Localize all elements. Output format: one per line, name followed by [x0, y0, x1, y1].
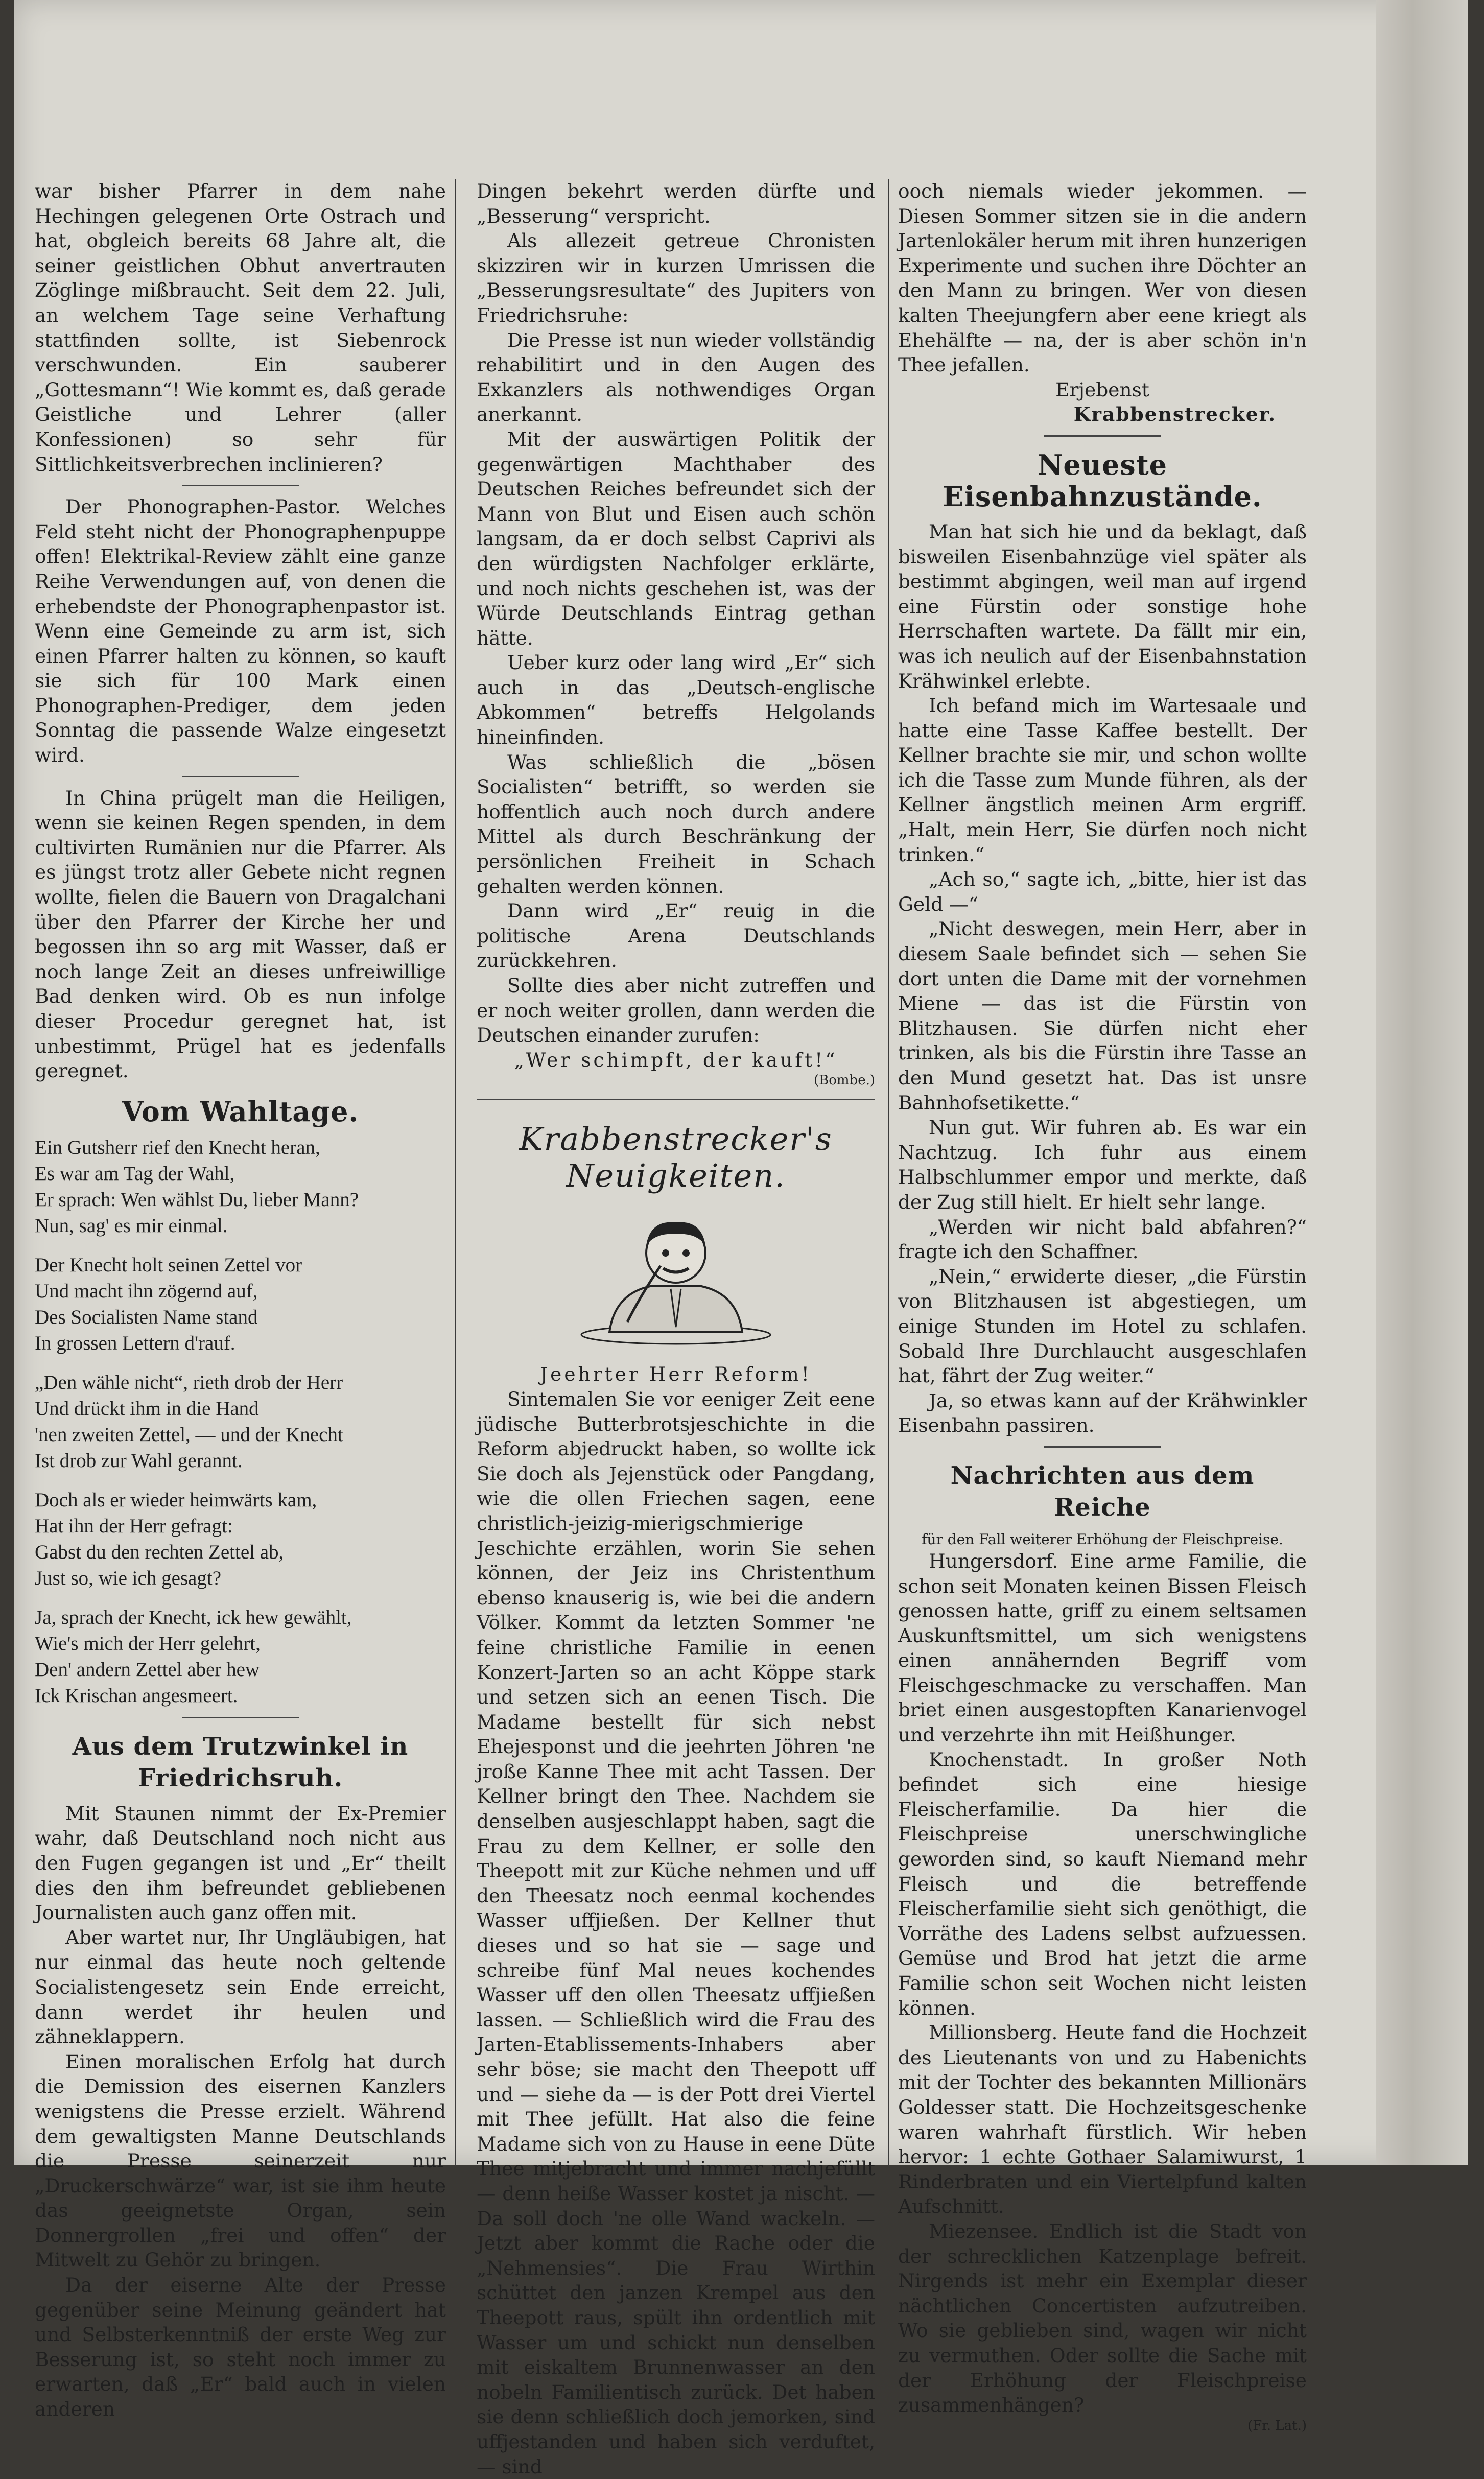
article-text: „Nein,“ erwiderte dieser, „die Fürstin von Blitzhausen ist abgestiegen, um einige Stunden im Hotel zu schlafen. Sobald Ihre Durchlaucht ausgeschlafen hat, fährt der Zug weiter.“ [898, 1265, 1307, 1387]
poem-line: Und macht ihn zögernd auf, [35, 1280, 258, 1302]
article-text: Als allezeit getreue Chronisten skizziren wir in kurzen Umrissen die „Besserungsresultate“ des Jupiters von Friedrichsruhe: [477, 229, 875, 326]
article-text: Mit der auswärtigen Politik der gegenwärtigen Machthaber des Deutschen Reiches befreundet sich der Mann von Blut und Eisen auch schön langsam, da er doch selbst Caprivi als den würdigsten Nachfolger erklärte, und noch nichts geschehen ist, was der Würde Deutschlands Eintrag gethan hätte. [477, 428, 875, 649]
poem-line: Ist drob zur Wahl gerannt. [35, 1449, 243, 1472]
closing: Erjebenst [1055, 378, 1149, 401]
poem-line: Gabst du den rechten Zettel ab, [35, 1541, 284, 1563]
column-3 [898, 179, 1307, 2434]
column-divider [455, 179, 456, 2166]
article-text: Ich befand mich im Wartesaale und hatte eine Tasse Kaffee bestellt. Der Kellner brachte sie mir, und schon wollte ich die Tasse zum Munde führen, als der Kellner ängstlich meinen Arm ergriff. „Halt, mein Herr, Sie dürfen noch nicht trinken.“ [898, 694, 1307, 866]
article-text: Sintemalen Sie vor eeniger Zeit eene jüdische Butterbrotsjeschichte in die Reform abjedruckt haben, so wollte ick Sie doch als Jejenstück oder Pangdang, wie die ollen Friechen sagen, eene christlich-jeizig-mierigschmierige Jeschichte erzählen, worin Sie sehen können, der Jeiz ins Christenthum ebenso knauserig is, wie bei die andern Völker. Kommt da letzten Sommer 'ne feine christliche Familie in eenen Konzert-Jarten so an acht Köppe stark und setzen sich an eenen Tisch. Die Madame bestellt für sich nebst Ehejesponst und die jeehrten Jöhren 'ne jroße Kanne Thee mit acht Tassen. Der Kellner bringt den Thee. Nachdem sie denselben ausjeschlappt haben, sagt die Frau zu dem Kellner, er solle den Theepott mit zur Küche nehmen und uff den Theesatz noch eenmal kochendes Wasser uffjießen. Der Kellner thut dieses und so hat sie — sage und schreibe fünf Mal neues kochendes Wasser uff den ollen Theesatz uffjießen lassen. — Schließlich wird die Frau des Jarten-Etablissements-Inhabers aber sehr böse; sie macht den Theepott uff und — siehe da — is der Pott drei Viertel mit Thee jefüllt. Hat also die feine Madame sich von zu Hause in eene Düte Thee mitjebracht und immer nachjefüllt — denn heiße Wasser kostet ja nischt. — Da soll doch 'ne olle Wand wackeln. — Jetzt aber kommt die Rache oder die „Nehmensies“. Die Frau Wirthin schüttet den janzen Krempel aus den Theepott raus, spült ihn ordentlich mit Wasser um und schickt nun denselben mit eiskaltem Brunnenwasser an den nobeln Familientisch zurück. Det haben sie denn schließlich doch jemorken, sind uffjestanden und haben sich verduftet, — sind [477, 1387, 875, 2478]
column-1 [35, 179, 446, 2422]
article-text: Hungersdorf. Eine arme Familie, die schon seit Monaten keinen Bissen Fleisch genossen hatte, griff zu einem seltsamen Auskunftsmittel, um sich wenigstens einen annähernden Begriff vom Fleischgeschmacke zu verschaffen. Man briet einen ausgestopften Kanarienvogel und verzehrte ihn mit Heißhunger. [898, 1549, 1307, 1746]
heading-eisenbahn: Neueste Eisenbahnzustände. [943, 448, 1262, 513]
poem-line: Der Knecht holt seinen Zettel vor [35, 1254, 302, 1276]
article-text: Da der eiserne Alte der Presse gegenüber seine Meinung geändert hat und Selbsterkenntniß der erste Weg zur Besserung ist, so steht noch immer zu erwarten, daß „Er“ bald auch in vielen anderen [35, 2274, 446, 2421]
poem-line: Des Socialisten Name stand [35, 1306, 258, 1328]
separator [1044, 435, 1161, 437]
salutation: Jeehrter Herr Reform! [540, 1363, 812, 1386]
poem-line: Und drückt ihm in die Hand [35, 1397, 259, 1420]
article-text: Mit Staunen nimmt der Ex-Premier wahr, daß Deutschland noch nicht aus den Fugen gegangen ist und „Er“ theilt dies den ihm befreundet gebliebenen Journalisten auch ganz offen mit. [35, 1802, 446, 1924]
article-text: Was schließlich die „bösen Socialisten“ betrifft, so werden sie hoffentlich auch noch durch andere Mittel als durch Beschränkung der persönlichen Freiheit in Schach gehalten werden können. [477, 750, 875, 898]
newspaper-page [14, 0, 1468, 2478]
poem-line: Doch als er wieder heimwärts kam, [35, 1489, 317, 1511]
poem-line: Ein Gutsherr rief den Knecht heran, [35, 1136, 320, 1159]
poem-line: Nun, sag' es mir einmal. [35, 1214, 228, 1237]
separator [1044, 1446, 1161, 1448]
separator [182, 1717, 299, 1718]
heading-wahltag: Vom Wahltage. [122, 1095, 359, 1128]
poem-line: Just so, wie ich gesagt? [35, 1567, 222, 1589]
poem-line: Ja, sprach der Knecht, ick hew gewählt, [35, 1606, 352, 1628]
article-text: ooch niemals wieder jekommen. — Diesen Sommer sitzen sie in die andern Jartenlokäler herum mit ihren hunzerigen Experimente und suchen ihre Döchter an den Mann zu bringen. Wer von diesen kalten Theejungfern aber eene kriegt als Ehehälfte — na, der is aber schön in'n Thee jefallen. [898, 180, 1307, 376]
article-text: Dann wird „Er“ reuig in die politische Arena Deutschlands zurückkehren. [477, 900, 875, 972]
column-2 [477, 179, 875, 2479]
article-text: Aber wartet nur, Ihr Ungläubigen, hat nur einmal das heute noch geltende Socialistengesetz sein Ende erreicht, dann werdet ihr heulen und zähneklappern. [35, 1926, 446, 2048]
subheading-reiche: für den Fall weiterer Erhöhung der Fleischpreise. [922, 1530, 1283, 1548]
article-text: In China prügelt man die Heiligen, wenn sie keinen Regen spenden, in dem cultivirten Rumänien nur die Pfarrer. Als es jüngst trotz aller Gebete nicht regnen wollte, fielen die Bauern von Dragalchani über den Pfarrer der Kirche her und begossen ihn so arg mit Wasser, daß er noch lange Zeit an dieses unfreiwillige Bad denken wird. Ob es nun infolge dieser Procedur geregnet hat, ist unbestimmt, Prügel hat es jedenfalls geregnet. [35, 786, 446, 1082]
poem-line: „Den wähle nicht“, rieth drob der Herr [35, 1371, 343, 1394]
poem-line: Den' andern Zettel aber hew [35, 1658, 260, 1681]
article-text: Die Presse ist nun wieder vollständig rehabilitirt und in den Augen des Exkanzlers als nothwendiges Organ anerkannt. [477, 328, 875, 426]
portrait-vignette-icon [579, 1205, 773, 1353]
article-text: Dingen bekehrt werden dürfte und „Besserung“ verspricht. [477, 180, 875, 227]
article-text: Man hat sich hie und da beklagt, daß bisweilen Eisenbahnzüge viel später als bestimmt abgingen, weil man auf irgend eine Fürstin oder sonstige hohe Herrschaften wartete. Da fällt mir ein, was ich neulich auf der Eisenbahnstation Krähwinkel erlebte. [898, 520, 1307, 692]
poem-line: Er sprach: Wen wählst Du, lieber Mann? [35, 1188, 359, 1211]
article-text: Ueber kurz oder lang wird „Er“ sich auch in das „Deutsch-englische Abkommen“ betreffs Helgolands hineinfinden. [477, 651, 875, 749]
poem-line: Es war am Tag der Wahl, [35, 1162, 235, 1185]
article-text: Knochenstadt. In großer Noth befindet sich eine hiesige Fleischerfamilie. Da hier die Fleischpreise unerschwingliche geworden sind, so kauft Niemand mehr Fleisch und die betreffende Fleischerfamilie sieht sich genöthigt, die Vorräthe des Ladens selbst aufzuessen. Gemüse und Brod hat jetzt die arme Familie schon seit Wochen nicht leisten können. [898, 1748, 1307, 2019]
article-text: Miezensee. Endlich ist die Stadt von der schrecklichen Katzenplage befreit. Nirgends ist mehr ein Exemplar dieser nächtlichen Concertisten aufzutreiben. Wo sie geblieben sind, wagen wir nicht zu vermuthen. Oder sollte die Sache mit der Erhöhung der Fleischpreise zusammenhängen? [898, 2220, 1307, 2417]
heading-neuigkeiten: Krabbenstrecker's Neuigkeiten. [519, 1120, 833, 1195]
poem-line: Wie's mich der Herr gelehrt, [35, 1632, 261, 1655]
heading-reiche: Nachrichten aus dem Reiche [950, 1461, 1255, 1522]
article-text: „Nicht deswegen, mein Herr, aber in diesem Saale befindet sich — sehen Sie dort unten die Dame mit der vornehmen Miene — das ist die Fürstin von Blitzhausen. Sie dürfen nicht eher trinken, als bis die Fürstin ihre Tasse an den Mund gesetzt hat. Das ist unsre Bahnhofsetikette.“ [898, 917, 1307, 1114]
signature: Krabbenstrecker. [1073, 403, 1276, 426]
article-text: Nun gut. Wir fuhren ab. Es war ein Nachtzug. Ich fuhr aus einem Halbschlummer empor und merkte, daß der Zug still hielt. Er hielt sehr lange. [898, 1116, 1307, 1213]
article-text: Millionsberg. Heute fand die Hochzeit des Lieutenants von und zu Habenichts mit der Tochter des bekannten Millionärs Goldesser statt. Die Hochzeitsgeschenke waren wahrhaft fürstlich. Wir heben hervor: 1 echte Gothaer Salamiwurst, 1 Rinderbraten und ein Viertelpfund kalten Aufschnitt. [898, 2021, 1307, 2218]
article-text: „Werden wir nicht bald abfahren?“ fragte ich den Schaffner. [898, 1215, 1307, 1263]
article-text: „Ach so,“ sagte ich, „bitte, hier ist das Geld —“ [898, 868, 1307, 915]
article-text: Der Phonographen-Pastor. Welches Feld steht nicht der Phonographenpuppe offen! Elektrikal-Review zählt eine ganze Reihe Verwendungen auf, von denen die erhebendste der Phonographenpastor ist. Wenn eine Gemeinde zu arm ist, sich einen Pfarrer halten zu können, so kauft sie sich für 100 Mark einen Phonographen-Prediger, dem jeden Sonntag die passende Walze eingesetzt wird. [35, 495, 446, 767]
separator [477, 1099, 875, 1100]
article-text: Einen moralischen Erfolg hat durch die Demission des eisernen Kanzlers wenigstens die Presse erzielt. Während dem gewaltigsten Manne Deutschlands die Presse seinerzeit nur „Druckerschwärze“ war, ist sie ihm heute das geeignetste Organ, sein Donnergrollen „frei und offen“ der Mitwelt zu Gehör zu bringen. [35, 2050, 446, 2272]
column-divider [888, 179, 889, 2166]
separator [182, 485, 299, 486]
source-note: (Bombe.) [814, 1073, 875, 1089]
poem-line: Ick Krischan angesmeert. [35, 1684, 238, 1707]
article-text: Sollte dies aber nicht zutreffen und er noch weiter grollen, dann werden die Deutschen einander zurufen: [477, 974, 875, 1047]
heading-trutzwinkel: Aus dem Trutzwinkel in Friedrichsruh. [72, 1732, 409, 1792]
poem-line: 'nen zweiten Zettel, — und der Knecht [35, 1423, 343, 1446]
poem [35, 1135, 446, 1709]
article-text: war bisher Pfarrer in dem nahe Hechingen gelegenen Orte Ostrach und hat, obgleich bereits 68 Jahre alt, die seiner geistlichen Obhut anvertrauten Zöglinge mißbraucht. Seit dem 22. Juli, an welchem Tage seine Verhaftung stattfinden sollte, ist Siebenrock verschwunden. Ein sauberer „Gottesmann“! Wie kommt es, daß gerade Geistliche und Lehrer (aller Konfessionen) so sehr für Sittlichkeitsverbrechen inclinieren? [35, 180, 446, 476]
page-edge [1376, 0, 1468, 2165]
source-note: (Fr. Lat.) [1247, 2418, 1307, 2434]
article-text: Ja, so etwas kann auf der Krähwinkler Eisenbahn passiren. [898, 1389, 1307, 1437]
poem-line: Hat ihn der Herr gefragt: [35, 1515, 233, 1537]
poem-line: In grossen Lettern d'rauf. [35, 1332, 235, 1354]
quote: „Wer schimpft, der kauft!“ [514, 1048, 838, 1071]
separator [182, 776, 299, 777]
